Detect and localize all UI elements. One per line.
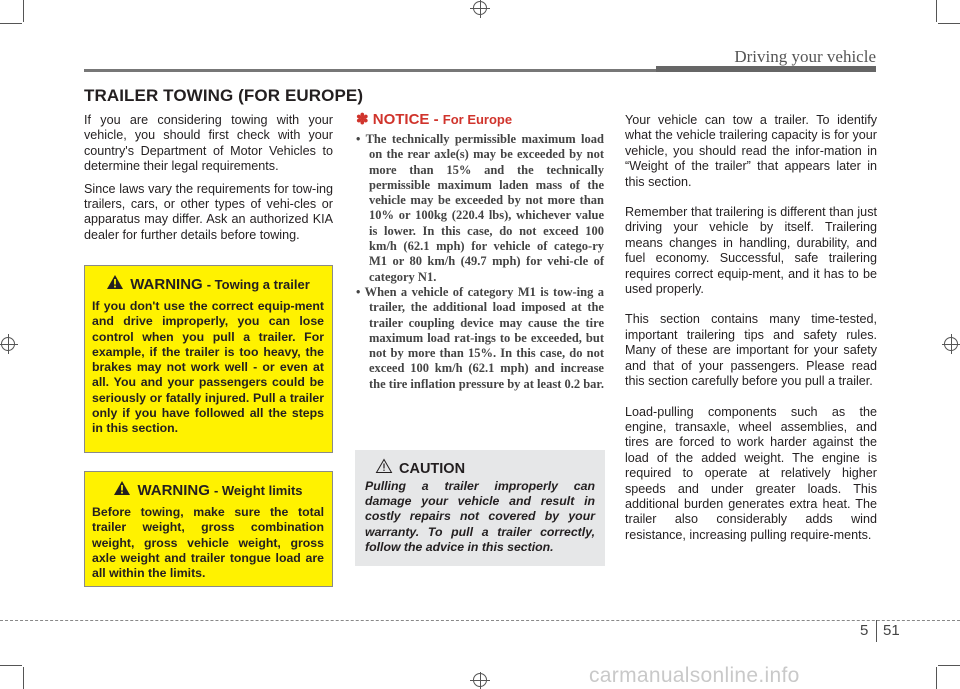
notice-list [356, 132, 604, 392]
warning-subtitle: - Towing a trailer [206, 277, 310, 292]
paragraph: Remember that trailering is different than just driving your vehicle by itself. Trailering means changes in handling, durability, and fuel economy. Successful, safe trailering requires correct equip-ment, and it has to be used properly. [625, 205, 877, 297]
caution-box [355, 450, 605, 566]
warning-header [92, 480, 324, 501]
warning-title: WARNING [137, 482, 210, 499]
caution-triangle-icon [375, 458, 393, 479]
watermark: carmanualsonline.info [589, 664, 800, 687]
warning-weight-box [84, 471, 333, 587]
page-number-divider [876, 620, 877, 642]
warning-triangle-icon [106, 274, 124, 295]
notice-item: • The technically permissible maximum load on the rear axle(s) may be exceeded by not more than 15% and the technically permissible maximum laden mass of the vehicle may be exceeded by not more than 10% or 100kg (220.4 lbs), whichever value is lower. In this case, do not exceed 100 km/h (62.1 mph) for vehicle of catego-ry M1 or 80 km/h (49.7 mph) for vehi-cle of category N1. [356, 132, 604, 284]
right-column-text [625, 113, 877, 550]
warning-subtitle: - Weight limits [213, 483, 303, 498]
section-title: Driving your vehicle [734, 47, 876, 66]
paragraph: Load-pulling components such as the engine, transaxle, wheel assemblies, and tires are forced to work harder against the load of the added weight. The engine is required to operate at relatively higher speeds and under greater loads. This additional burden generates extra heat. The trailer also considerably adds wind resistance, increasing pulling require-ments. [625, 404, 877, 542]
notice-star-icon: ✽ [356, 111, 369, 128]
paragraph: Your vehicle can tow a trailer. To identify what the vehicle trailering capacity is for your vehicle, you should read the infor-mation in “Weight of the trailer” that appears later in this section. [625, 113, 877, 189]
caution-header [375, 458, 595, 479]
paragraph: This section contains many time-tested, important trailering tips and safety rules. Many of these are important for your safety and that of your passengers. Please read this section carefully before you pull a trailer. [625, 312, 877, 389]
notice-title: NOTICE - [372, 111, 439, 128]
warning-triangle-icon [113, 480, 131, 501]
notice-item: • When a vehicle of category M1 is tow-ing a trailer, the additional load imposed at the trailer coupling device may cause the tire maximum load rat-ings to be exceeded, but not by more than 15%. In this case, do not exceed 100 km/h (62.1 mph) and increase the tire inflation pressure by at least 0.2 bar. [356, 284, 604, 391]
chapter-number: 5 [860, 622, 869, 639]
warning-header [92, 274, 324, 295]
notice-subtitle: For Europe [442, 112, 513, 127]
footer-rule [0, 620, 960, 621]
left-column-text [84, 113, 333, 250]
warning-body: Before towing, make sure the total trailer weight, gross combination weight, gross vehicle weight, gross axle weight and trailer tongue load are all within the limits. [92, 505, 324, 581]
page-heading: TRAILER TOWING (FOR EUROPE) [84, 86, 364, 105]
header-rule-accent [656, 66, 876, 72]
page-number: 51 [883, 622, 900, 639]
paragraph: If you are considering towing with your vehicle, you should first check with your country's Department of Motor Vehicles to determine their legal requirements. [84, 113, 333, 174]
warning-title: WARNING [130, 276, 203, 293]
warning-towing-box [84, 265, 333, 453]
warning-body: If you don't use the correct equip-ment and drive improperly, you can lose control when you pull a trailer. For example, if the trailer is too heavy, the brakes may not work well - or even at all. You and your passengers could be seriously or fatally injured. Pull a trailer only if you have followed all the steps in this section. [92, 299, 324, 436]
paragraph: Since laws vary the requirements for tow-ing trailers, cars, or other types of vehi-cles or apparatus may differ. Ask an authorized KIA dealer for further details before towing. [84, 181, 333, 242]
caution-body: Pulling a trailer improperly can damage your vehicle and result in costly repairs not covered by your warranty. To pull a trailer correctly, follow the advice in this section. [365, 479, 595, 554]
caution-title: CAUTION [399, 460, 466, 477]
notice-header [356, 110, 512, 128]
